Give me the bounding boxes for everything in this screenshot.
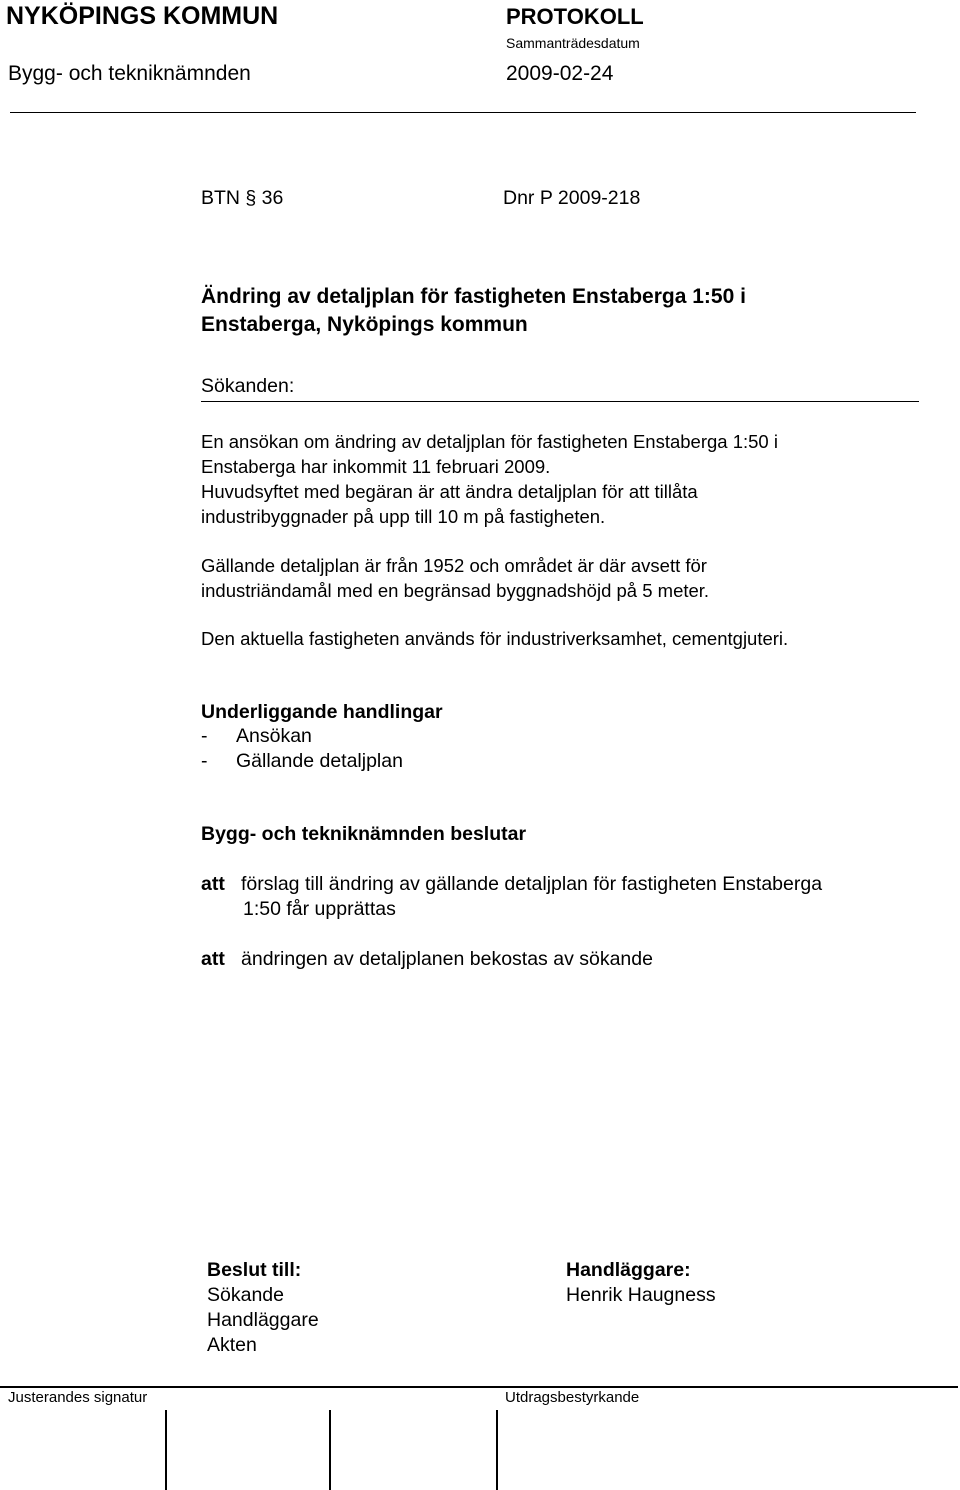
description-paragraph-2	[201, 553, 901, 603]
description-paragraph-3	[201, 626, 901, 651]
document-item-label: Gällande detaljplan	[236, 750, 403, 772]
paragraph-line: Gällande detaljplan är från 1952 och området är där avsett för	[201, 555, 707, 576]
decision-heading: Bygg- och tekniknämnden beslutar	[201, 823, 527, 845]
decision-item-1	[201, 871, 822, 897]
header-divider	[10, 112, 916, 113]
signature-box-divider	[165, 1410, 167, 1490]
applicant-underline	[201, 401, 919, 402]
title-line-2: Enstaberga, Nyköpings kommun	[201, 313, 528, 336]
decision-item-text: ändringen av detaljplanen bekostas av sökande	[241, 948, 653, 970]
certification-label: Utdragsbestyrkande	[505, 1389, 640, 1406]
dash-bullet: -	[201, 725, 208, 747]
applicant-label: Sökanden:	[201, 375, 295, 397]
decision-item-1-continuation: 1:50 får upprättas	[243, 898, 396, 920]
att-keyword: att	[201, 873, 225, 895]
footer-divider	[0, 1386, 958, 1388]
paragraph-line: En ansökan om ändring av detaljplan för fastigheten Enstaberga 1:50 i	[201, 431, 778, 452]
organization-name: NYKÖPINGS KOMMUN	[6, 2, 279, 30]
meeting-date-label: Sammanträdesdatum	[506, 35, 640, 51]
att-keyword: att	[201, 948, 225, 970]
department-name: Bygg- och tekniknämnden	[8, 62, 251, 85]
signature-box-divider	[496, 1410, 498, 1490]
paragraph-line: industribyggnader på upp till 10 m på fastigheten.	[201, 506, 606, 527]
document-item-label: Ansökan	[236, 725, 312, 747]
documents-heading: Underliggande handlingar	[201, 701, 443, 723]
paragraph-line: Den aktuella fastigheten används för industriverksamhet, cementgjuteri.	[201, 628, 789, 649]
signature-label: Justerandes signatur	[8, 1389, 148, 1406]
recipient-item: Sökande	[207, 1284, 284, 1306]
handler-heading: Handläggare:	[566, 1259, 691, 1281]
description-paragraph-1	[201, 429, 901, 529]
recipient-item: Akten	[207, 1334, 257, 1356]
paragraph-line: Huvudsyftet med begäran är att ändra detaljplan för att tillåta	[201, 481, 698, 502]
case-number: Dnr P 2009-218	[503, 187, 641, 209]
document-type: PROTOKOLL	[506, 4, 644, 29]
paragraph-line: Enstaberga har inkommit 11 februari 2009.	[201, 456, 551, 477]
recipient-item: Handläggare	[207, 1309, 319, 1331]
distribution-heading: Beslut till:	[207, 1259, 302, 1281]
paragraph-line: industriändamål med en begränsad byggnadshöjd på 5 meter.	[201, 580, 710, 601]
handler-name: Henrik Haugness	[566, 1284, 716, 1306]
decision-item-2	[201, 946, 653, 972]
dash-bullet: -	[201, 750, 208, 772]
list-item	[201, 750, 403, 773]
section-number: BTN § 36	[201, 187, 284, 209]
title-line-1: Ändring av detaljplan för fastigheten Enstaberga 1:50 i	[201, 285, 746, 308]
meeting-date: 2009-02-24	[506, 62, 614, 85]
decision-item-text: förslag till ändring av gällande detaljplan för fastigheten Enstaberga	[241, 873, 823, 895]
page-title	[201, 283, 746, 339]
signature-box-divider	[329, 1410, 331, 1490]
list-item	[201, 725, 312, 748]
